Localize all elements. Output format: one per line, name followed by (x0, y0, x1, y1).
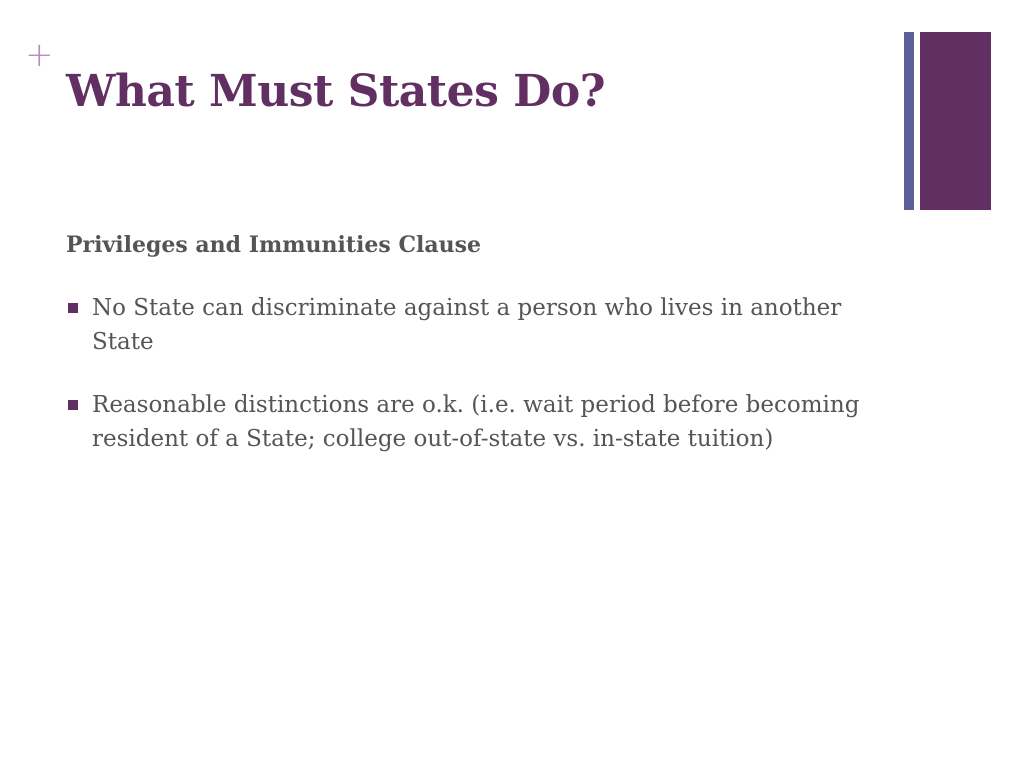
accent-thick-bar (920, 32, 991, 210)
bullet-text: Reasonable distinctions are o.k. (i.e. wait period before becoming resident of a State; college out-of-state vs. in-state tuition) (92, 392, 860, 452)
bullet-text: No State can discriminate against a person who lives in another State (92, 295, 842, 355)
plus-icon: + (25, 35, 54, 75)
square-bullet-icon (68, 303, 78, 313)
bullet-item (66, 388, 896, 456)
section-subheading: Privileges and Immunities Clause (66, 232, 481, 258)
square-bullet-icon (68, 400, 78, 410)
slide-title: What Must States Do? (66, 66, 605, 117)
bullet-list (66, 291, 896, 485)
bullet-item (66, 291, 896, 359)
accent-thin-bar (904, 32, 914, 210)
